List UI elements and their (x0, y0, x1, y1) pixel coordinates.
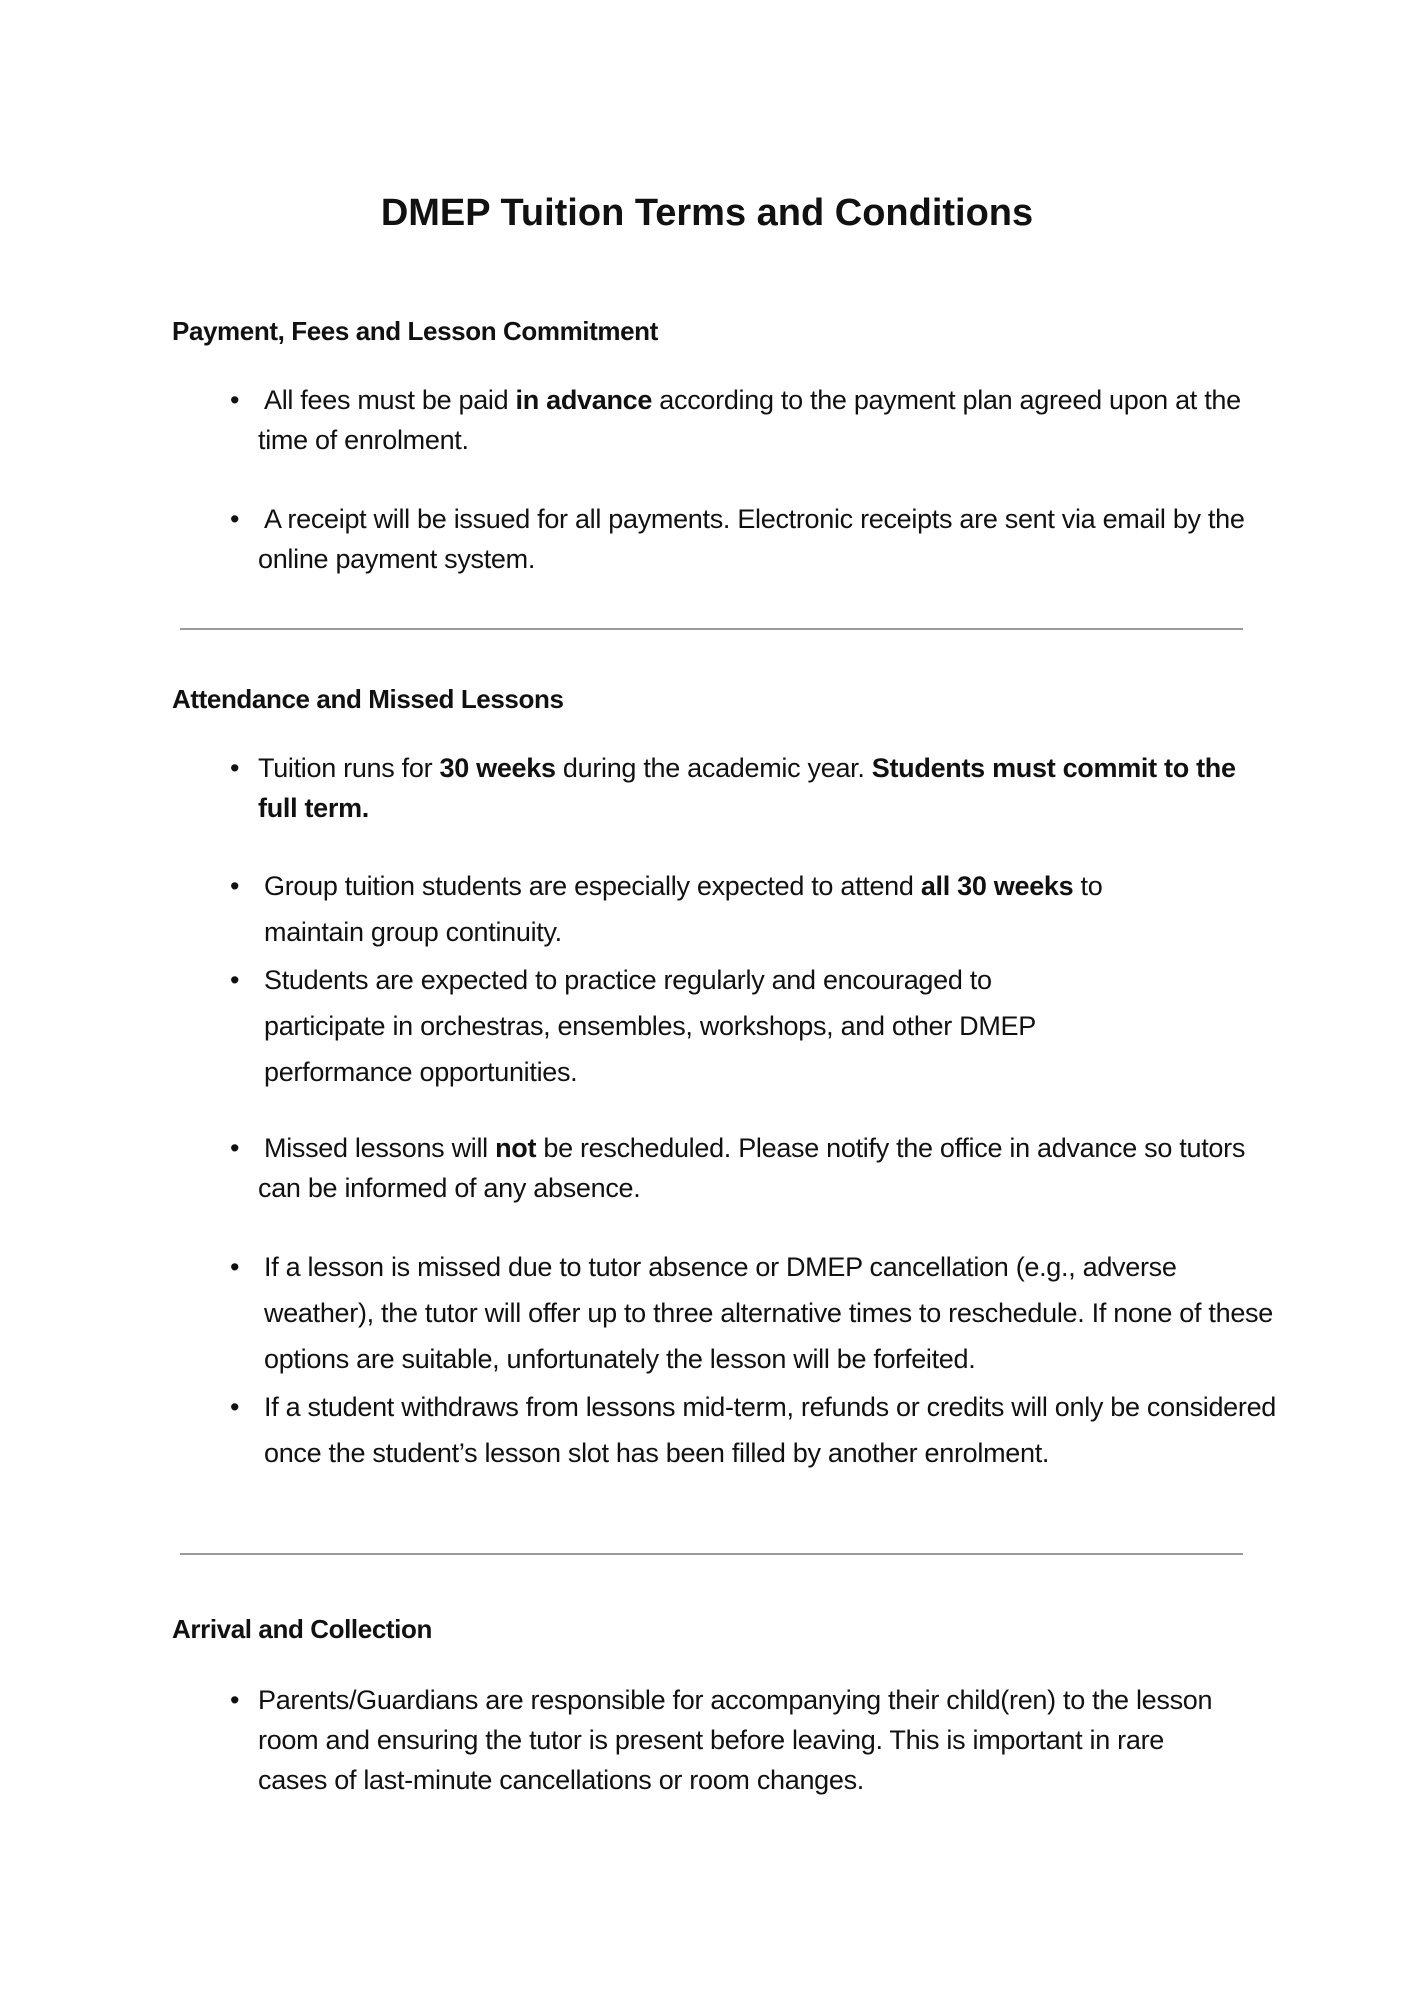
list-item-text: Missed lessons will not be rescheduled. Please notify the office in advance so tutors can be informed of any absence. (258, 1133, 1246, 1203)
list-item (230, 1128, 1270, 1208)
list-item (230, 1680, 1230, 1800)
section-heading-payment: Payment, Fees and Lesson Commitment (172, 316, 658, 346)
bullet-icon: • (230, 385, 240, 415)
document-title: DMEP Tuition Terms and Conditions (380, 192, 1034, 234)
section-divider (180, 1553, 1243, 1555)
list-item (230, 1244, 1280, 1382)
bullet-icon: • (230, 753, 240, 783)
bullet-icon: • (230, 504, 240, 534)
bullet-icon: • (230, 1252, 240, 1282)
list-item (230, 863, 1180, 955)
list-item (230, 380, 1270, 460)
bullet-icon: • (230, 1685, 240, 1715)
section-divider (180, 628, 1243, 630)
list-item (230, 499, 1270, 579)
list-item-text: Students are expected to practice regularly and encouraged to participate in orchestras, ensembles, workshops, and other DMEP performance opportunities. (264, 965, 1036, 1087)
list-item-text: All fees must be paid in advance according to the payment plan agreed upon at the time of enrolment. (258, 385, 1241, 455)
bullet-icon: • (230, 1392, 240, 1422)
section-heading-attendance: Attendance and Missed Lessons (172, 684, 564, 714)
list-item (230, 1384, 1290, 1476)
section-heading-arrival: Arrival and Collection (172, 1614, 432, 1644)
list-item-text: A receipt will be issued for all payments. Electronic receipts are sent via email by the online payment system. (258, 504, 1245, 574)
list-item (230, 957, 1110, 1095)
list-item-text: If a lesson is missed due to tutor absence or DMEP cancellation (e.g., adverse weather), the tutor will offer up to three alternative times to reschedule. If none of these options are suitable, unfortunately the lesson will be forfeited. (264, 1252, 1273, 1374)
bullet-icon: • (230, 871, 240, 901)
list-item-text: If a student withdraws from lessons mid-term, refunds or credits will only be considered once the student’s lesson slot has been filled by another enrolment. (264, 1392, 1277, 1468)
list-item-text: Tuition runs for 30 weeks during the academic year. Students must commit to the full term. (258, 753, 1236, 823)
list-item-text: Parents/Guardians are responsible for accompanying their child(ren) to the lesson room and ensuring the tutor is present before leaving. This is important in rare cases of last-minute cancellations or room changes. (258, 1685, 1213, 1795)
list-item (230, 748, 1280, 828)
list-item-text: Group tuition students are especially expected to attend all 30 weeks to maintain group continuity. (264, 871, 1103, 947)
bullet-icon: • (230, 965, 240, 995)
bullet-icon: • (230, 1133, 240, 1163)
